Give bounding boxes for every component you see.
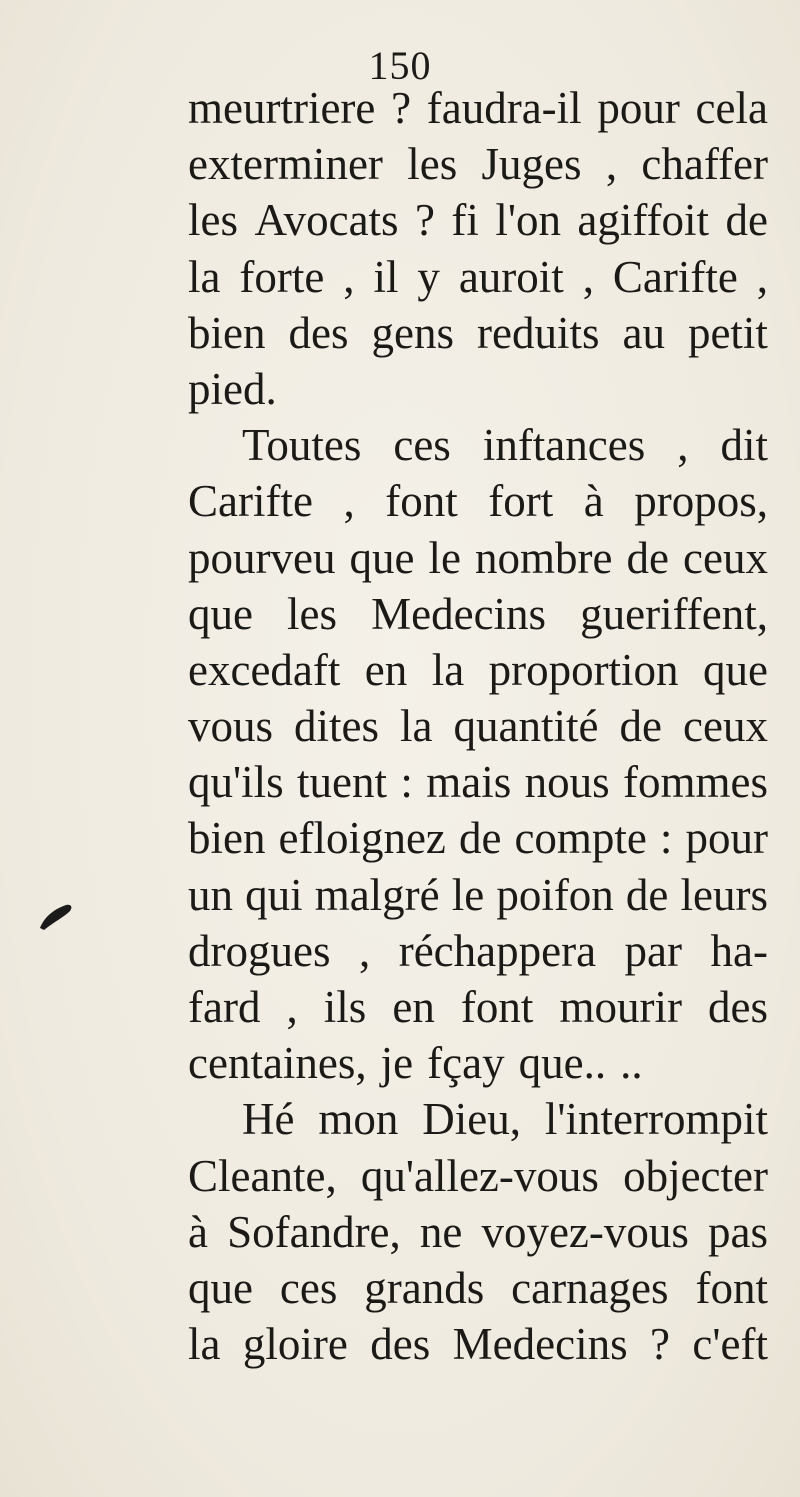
word: gens <box>371 307 454 358</box>
word: Juges <box>481 139 582 190</box>
word: réchappera <box>398 925 597 976</box>
word: de <box>725 195 768 246</box>
word: , <box>582 251 594 302</box>
word: .. <box>620 1038 643 1089</box>
page-number: 150 <box>368 43 432 88</box>
text-line <box>188 1204 768 1260</box>
word: à <box>188 1206 208 1257</box>
word: Carifte <box>612 251 738 302</box>
word: ces <box>279 1262 338 1313</box>
word: faudra-il <box>426 83 582 133</box>
word: la <box>400 701 433 752</box>
word: pour <box>597 83 680 133</box>
word: qu'ils <box>188 757 284 808</box>
word: Carifte <box>188 476 313 527</box>
word: forte <box>239 251 325 302</box>
word: dit <box>720 420 768 471</box>
word: nous <box>524 757 610 808</box>
text-line <box>188 249 768 305</box>
word: chaffer <box>641 139 768 190</box>
text-line <box>188 530 768 586</box>
word: Sofandre, <box>227 1206 401 1257</box>
word: des <box>707 982 768 1032</box>
word: petit <box>687 307 768 358</box>
word: gueriffent, <box>580 588 768 639</box>
word: les <box>407 139 458 190</box>
word: fçay <box>427 1038 505 1089</box>
word: reduits <box>476 307 600 358</box>
word: ? <box>650 1319 671 1370</box>
text-line <box>188 1260 768 1316</box>
text-line <box>188 698 768 754</box>
word: fard <box>188 982 261 1032</box>
text-line <box>188 979 768 1035</box>
text-line <box>188 923 768 979</box>
word: , <box>286 982 298 1032</box>
word: que <box>349 532 415 583</box>
text-line <box>188 754 768 810</box>
word: que <box>702 644 768 695</box>
word: : <box>400 757 413 808</box>
word: ? <box>415 195 435 246</box>
word: tuent <box>297 757 387 808</box>
word: la <box>188 251 221 302</box>
word: quantité <box>453 701 599 752</box>
word: ils <box>323 982 367 1032</box>
word: de <box>626 532 670 583</box>
word: fort <box>488 476 554 527</box>
word: en <box>392 982 435 1032</box>
word: font <box>460 982 534 1032</box>
word: auroit <box>458 251 564 302</box>
word: : <box>659 813 673 864</box>
word: drogues <box>188 925 331 976</box>
word: gloire <box>242 1319 348 1370</box>
word: c'eft <box>692 1319 768 1370</box>
word: compte <box>514 813 647 864</box>
word: bien <box>188 307 266 358</box>
word: font <box>695 1262 768 1313</box>
text-line <box>188 361 768 417</box>
word: vous <box>188 701 274 752</box>
word: meurtriere <box>188 83 376 133</box>
word: l'interrompit <box>544 1094 768 1145</box>
word: le <box>428 532 461 583</box>
text-line <box>188 1316 768 1372</box>
word: Dieu, <box>422 1094 522 1145</box>
word: agiffoit <box>577 195 710 246</box>
text-line <box>188 136 768 192</box>
word: les <box>287 588 338 639</box>
word: mourir <box>559 982 682 1032</box>
word: ceux <box>683 701 768 752</box>
word: mais <box>426 757 512 808</box>
word: Hé <box>242 1094 295 1145</box>
word: mon <box>318 1094 399 1145</box>
word: Cleante, <box>188 1150 337 1201</box>
word: pour <box>685 813 768 864</box>
word: pourveu <box>188 532 336 583</box>
word: , <box>677 420 689 471</box>
word: font <box>385 476 458 527</box>
word: pas <box>708 1206 768 1257</box>
word: Avocats <box>254 195 399 246</box>
word: , <box>343 476 355 527</box>
word: des <box>288 307 349 358</box>
word: ha- <box>710 925 768 976</box>
word: les <box>188 195 238 246</box>
word: excedaft <box>188 644 341 695</box>
text-line <box>188 810 768 866</box>
text-line <box>188 1148 768 1204</box>
word: fommes <box>623 757 768 808</box>
word: leurs <box>680 869 768 920</box>
word: je <box>380 1038 414 1089</box>
text-line <box>188 417 768 473</box>
word: de <box>619 701 663 752</box>
word: centaines, <box>188 1038 367 1089</box>
word: fi <box>451 195 479 246</box>
word: le <box>451 869 485 920</box>
word: ceux <box>683 532 768 583</box>
word: carnages <box>511 1262 669 1313</box>
word: qu'allez-vous <box>360 1150 599 1201</box>
word: en <box>364 644 408 695</box>
text-line <box>188 192 768 248</box>
text-line <box>188 473 768 529</box>
text-line <box>188 1035 768 1091</box>
word: l'on <box>495 195 561 246</box>
word: Medecins <box>452 1319 628 1370</box>
text-line <box>188 1091 768 1147</box>
word: poifon <box>496 869 614 920</box>
word: objecter <box>623 1150 768 1201</box>
text-line <box>188 80 768 136</box>
text-line <box>188 305 768 361</box>
word: propos, <box>634 476 768 527</box>
word: efloignez <box>278 813 446 864</box>
word: au <box>622 307 665 358</box>
word: proportion <box>488 644 679 695</box>
word: pied. <box>188 363 277 414</box>
word: la <box>188 1319 221 1370</box>
word: de <box>625 869 669 920</box>
ink-blot-icon <box>38 902 74 932</box>
word: inftances <box>482 420 646 471</box>
word: ne <box>419 1206 463 1257</box>
text-line <box>188 586 768 642</box>
word: nombre <box>475 532 613 583</box>
word: , <box>756 251 768 302</box>
word: à <box>583 476 604 527</box>
word: que.. <box>518 1038 607 1089</box>
word: cela <box>695 83 768 133</box>
word: que <box>188 1262 253 1313</box>
word: il <box>373 251 399 302</box>
text-line <box>188 642 768 698</box>
word: de <box>458 813 502 864</box>
word: malgré <box>314 869 440 920</box>
word: qui <box>245 869 303 920</box>
word: , <box>605 139 618 190</box>
word: exterminer <box>188 139 383 190</box>
word: dites <box>294 701 380 752</box>
word: grands <box>364 1262 485 1313</box>
body-text <box>188 80 768 1372</box>
text-line <box>188 867 768 923</box>
word: Toutes <box>242 420 362 471</box>
word: bien <box>188 813 266 864</box>
word: y <box>417 251 440 302</box>
word: un <box>188 869 233 920</box>
word: ces <box>393 420 451 471</box>
word: , <box>343 251 355 302</box>
word: ? <box>391 83 412 133</box>
word: par <box>624 925 682 976</box>
word: Medecins <box>371 588 547 639</box>
word: des <box>370 1319 431 1370</box>
word: voyez-vous <box>481 1206 689 1257</box>
word: , <box>358 925 371 976</box>
word: que <box>188 588 253 639</box>
word: la <box>431 644 465 695</box>
